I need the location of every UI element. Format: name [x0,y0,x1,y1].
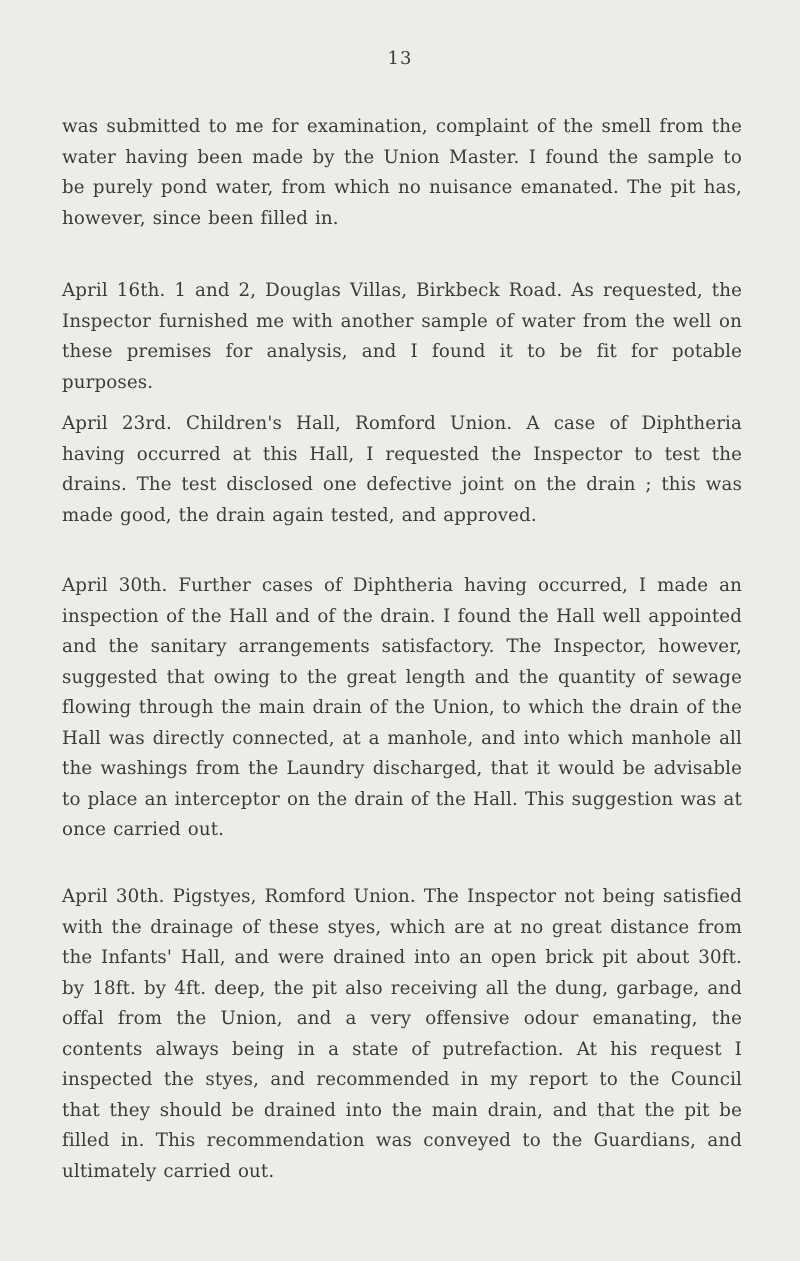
paragraph-childrens-hall: April 23rd. Children's Hall, Romford Union. A case of Diphtheria having occurred at this Hall, I requested the Inspector to test the drains. The test disclosed one defective joint on the drain ; this was made good, the drain again tested, and approved. [62,413,742,526]
paragraph-pigstyes: April 30th. Pigstyes, Romford Union. The Inspector not being satisfied with the drainage of these styes, which are at no great distance from the Infants' Hall, and were drained into an open brick pit about 30ft. by 18ft. by 4ft. deep, the pit also receiving all the dung, garbage, and offal from the Union, and a very offensive odour emanating, the contents always being in a state of putrefaction. At his request I inspected the styes, and recommended in my report to the Council that they should be drained into the main drain, and that the pit be filled in. This recommendation was conveyed to the Guardians, and ultimately carried out. [62,886,742,1182]
paragraph-further-diphtheria: April 30th. Further cases of Diphtheria having occurred, I made an inspection of the Hall and of the drain. I found the Hall well appointed and the sanitary arrangements satisfactory. The Inspector, however, suggested that owing to the great length and the quantity of sewage flowing through the main drain of the Union, to which the drain of the Hall was directly connected, at a manhole, and into which manhole all the washings from the Laundry discharged, that it would be advisable to place an interceptor on the drain of the Hall. This suggestion was at once carried out. [62,575,742,841]
page-number: 13 [387,48,413,69]
paragraph-douglas-villas: April 16th. 1 and 2, Douglas Villas, Birkbeck Road. As requested, the Inspector furnished me with another sample of water from the well on these premises for analysis, and I found it to be fit for potable purposes. [62,280,742,393]
paragraph-sample-examination: was submitted to me for examination, complaint of the smell from the water having been made by the Union Master. I found the sample to be purely pond water, from which no nuisance emanated. The pit has, however, since been filled in. [62,116,742,229]
